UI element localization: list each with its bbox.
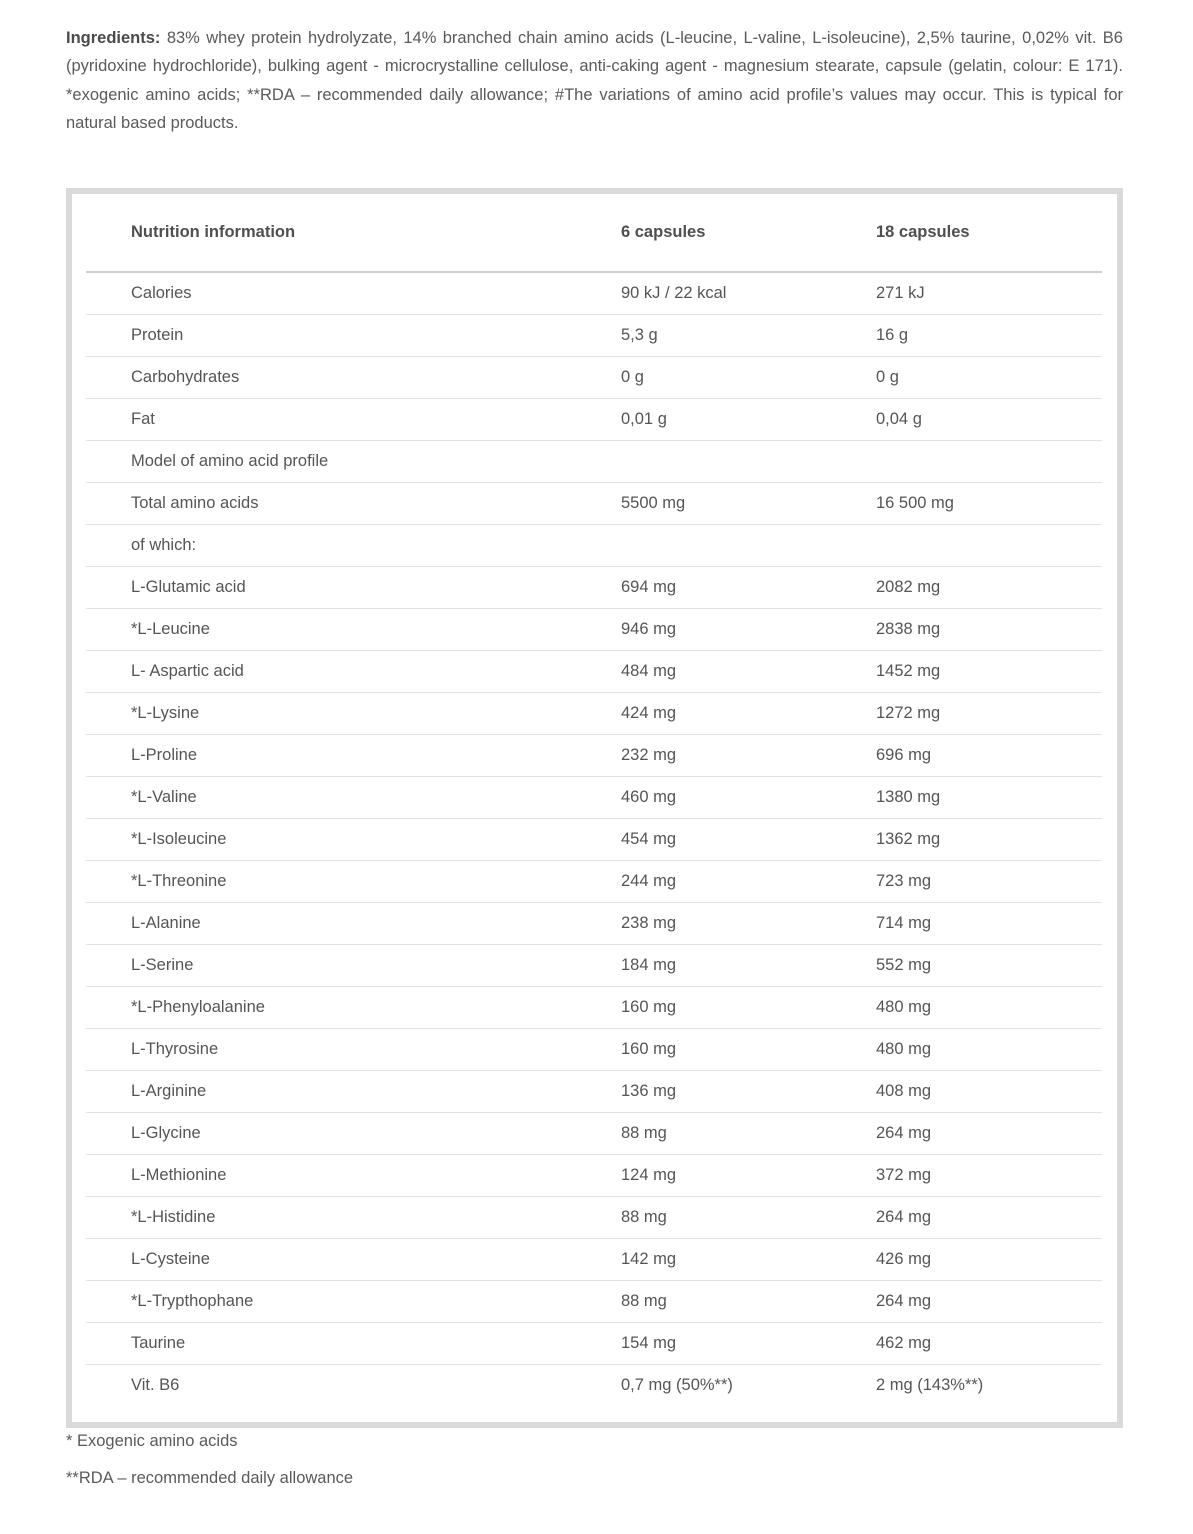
row-value-6-capsules: 160 mg — [621, 1029, 876, 1071]
nutrition-table — [86, 194, 1102, 1406]
row-value-6-capsules: 460 mg — [621, 777, 876, 819]
row-label: *L-Leucine — [86, 609, 621, 651]
row-value-18-capsules: 1272 mg — [876, 693, 1102, 735]
table-row — [86, 609, 1102, 651]
header-nutrition-information: Nutrition information — [86, 194, 621, 272]
row-value-6-capsules: 88 mg — [621, 1197, 876, 1239]
row-value-18-capsules: 480 mg — [876, 1029, 1102, 1071]
row-value-6-capsules: 946 mg — [621, 609, 876, 651]
table-row — [86, 399, 1102, 441]
row-value-6-capsules: 484 mg — [621, 651, 876, 693]
table-row — [86, 1197, 1102, 1239]
row-label: L-Proline — [86, 735, 621, 777]
row-label: Protein — [86, 315, 621, 357]
row-value-6-capsules: 154 mg — [621, 1323, 876, 1365]
row-value-18-capsules: 271 kJ — [876, 272, 1102, 315]
row-label: L-Thyrosine — [86, 1029, 621, 1071]
row-value-6-capsules — [621, 525, 876, 567]
row-value-6-capsules: 136 mg — [621, 1071, 876, 1113]
table-row — [86, 903, 1102, 945]
row-value-6-capsules: 694 mg — [621, 567, 876, 609]
table-row — [86, 1323, 1102, 1365]
row-label: Taurine — [86, 1323, 621, 1365]
row-label: L-Methionine — [86, 1155, 621, 1197]
table-row — [86, 1113, 1102, 1155]
table-row — [86, 777, 1102, 819]
table-row — [86, 315, 1102, 357]
row-value-6-capsules: 184 mg — [621, 945, 876, 987]
row-label: L-Glutamic acid — [86, 567, 621, 609]
row-value-18-capsules: 264 mg — [876, 1281, 1102, 1323]
row-label: L-Glycine — [86, 1113, 621, 1155]
row-label: Vit. B6 — [131, 1376, 180, 1394]
row-value-18-capsules: 0 g — [876, 357, 1102, 399]
row-value-18-capsules: 462 mg — [876, 1323, 1102, 1365]
row-label: L-Cysteine — [86, 1239, 621, 1281]
row-value-18-capsules: 2838 mg — [876, 609, 1102, 651]
row-value-6-capsules: 88 mg — [621, 1281, 876, 1323]
row-value-18-capsules: 696 mg — [876, 735, 1102, 777]
table-row — [86, 567, 1102, 609]
row-value-6-capsules: 238 mg — [621, 903, 876, 945]
row-value-6-capsules: 0 g — [621, 357, 876, 399]
row-value-6-capsules: 90 kJ / 22 kcal — [621, 272, 876, 315]
row-value-6-capsules: 88 mg — [621, 1113, 876, 1155]
header-18-capsules: 18 capsules — [876, 194, 1102, 272]
row-value-18-capsules: 552 mg — [876, 945, 1102, 987]
row-value-18-capsules: 2 mg (143%**) — [876, 1376, 984, 1394]
row-value-18-capsules: 723 mg — [876, 861, 1102, 903]
ingredients-text: 83% whey protein hydrolyzate, 14% branched chain amino acids (L-leucine, L-valine, L-isoleucine), 2,5% taurine, 0,02% vit. B6 (pyridoxine hydrochloride), bulking agent - microcrystalline cellulose, anti-caking agent - magnesium stearate, capsule (gelatin, colour: E 171). *exogenic amino acids; **RDA – recommended daily allowance; #The variations of amino acid profile’s values may occur. This is typical for natural based products. — [66, 29, 1123, 132]
row-value-6-capsules: 0,7 mg (50%**) — [621, 1376, 733, 1394]
table-row — [86, 441, 1102, 483]
row-value-6-capsules — [621, 441, 876, 483]
table-row — [86, 693, 1102, 735]
row-value-18-capsules: 16 500 mg — [876, 483, 1102, 525]
table-row — [86, 1365, 1102, 1407]
table-row — [86, 483, 1102, 525]
row-value-18-capsules: 1380 mg — [876, 777, 1102, 819]
row-label: Total amino acids — [86, 483, 621, 525]
row-value-18-capsules: 408 mg — [876, 1071, 1102, 1113]
row-label: Model of amino acid profile — [86, 441, 621, 483]
table-row — [86, 1239, 1102, 1281]
row-label: L-Alanine — [86, 903, 621, 945]
row-value-6-capsules: 244 mg — [621, 861, 876, 903]
row-value-6-capsules: 5,3 g — [621, 315, 876, 357]
row-value-6-capsules: 142 mg — [621, 1239, 876, 1281]
row-value-18-capsules: 16 g — [876, 315, 1102, 357]
table-row — [86, 525, 1102, 567]
row-value-18-capsules: 2082 mg — [876, 567, 1102, 609]
table-row — [86, 735, 1102, 777]
row-label: *L-Lysine — [86, 693, 621, 735]
table-row — [86, 272, 1102, 315]
table-header-row — [86, 194, 1102, 272]
row-label: *L-Phenyloalanine — [86, 987, 621, 1029]
row-label: of which: — [86, 525, 621, 567]
nutrition-table-body — [86, 272, 1102, 1406]
row-value-18-capsules: 714 mg — [876, 903, 1102, 945]
table-row — [86, 861, 1102, 903]
row-label: *L-Isoleucine — [86, 819, 621, 861]
row-label: L-Serine — [86, 945, 621, 987]
row-value-6-capsules: 232 mg — [621, 735, 876, 777]
row-label: Carbohydrates — [86, 357, 621, 399]
table-row — [86, 1071, 1102, 1113]
table-row — [86, 357, 1102, 399]
row-label: L- Aspartic acid — [86, 651, 621, 693]
table-row — [86, 651, 1102, 693]
row-value-6-capsules: 0,01 g — [621, 399, 876, 441]
row-label: Calories — [86, 272, 621, 315]
row-value-6-capsules: 160 mg — [621, 987, 876, 1029]
row-value-18-capsules: 426 mg — [876, 1239, 1102, 1281]
row-label: *L-Valine — [86, 777, 621, 819]
table-row — [86, 1155, 1102, 1197]
row-label: L-Arginine — [86, 1071, 621, 1113]
row-value-18-capsules: 1362 mg — [876, 819, 1102, 861]
footnote-exogenic: * Exogenic amino acids — [66, 1432, 238, 1450]
row-value-18-capsules — [876, 441, 1102, 483]
table-row — [86, 987, 1102, 1029]
ingredients-paragraph — [66, 24, 1123, 137]
row-value-18-capsules: 372 mg — [876, 1155, 1102, 1197]
row-value-18-capsules: 264 mg — [876, 1113, 1102, 1155]
row-value-6-capsules: 124 mg — [621, 1155, 876, 1197]
row-value-18-capsules — [876, 525, 1102, 567]
ingredients-label: Ingredients: — [66, 29, 161, 47]
row-value-18-capsules: 264 mg — [876, 1197, 1102, 1239]
row-label: *L-Trypthophane — [86, 1281, 621, 1323]
row-label: *L-Histidine — [86, 1197, 621, 1239]
row-value-6-capsules: 454 mg — [621, 819, 876, 861]
row-label: Fat — [86, 399, 621, 441]
table-row — [86, 945, 1102, 987]
footnote-rda: **RDA – recommended daily allowance — [66, 1469, 354, 1487]
header-6-capsules: 6 capsules — [621, 194, 876, 272]
table-row — [86, 1281, 1102, 1323]
table-row — [86, 1029, 1102, 1071]
table-row — [86, 819, 1102, 861]
row-value-18-capsules: 480 mg — [876, 987, 1102, 1029]
row-value-6-capsules: 5500 mg — [621, 483, 876, 525]
row-value-18-capsules: 0,04 g — [876, 399, 1102, 441]
row-label: *L-Threonine — [86, 861, 621, 903]
row-value-18-capsules: 1452 mg — [876, 651, 1102, 693]
row-value-6-capsules: 424 mg — [621, 693, 876, 735]
nutrition-table-frame — [66, 188, 1123, 1428]
